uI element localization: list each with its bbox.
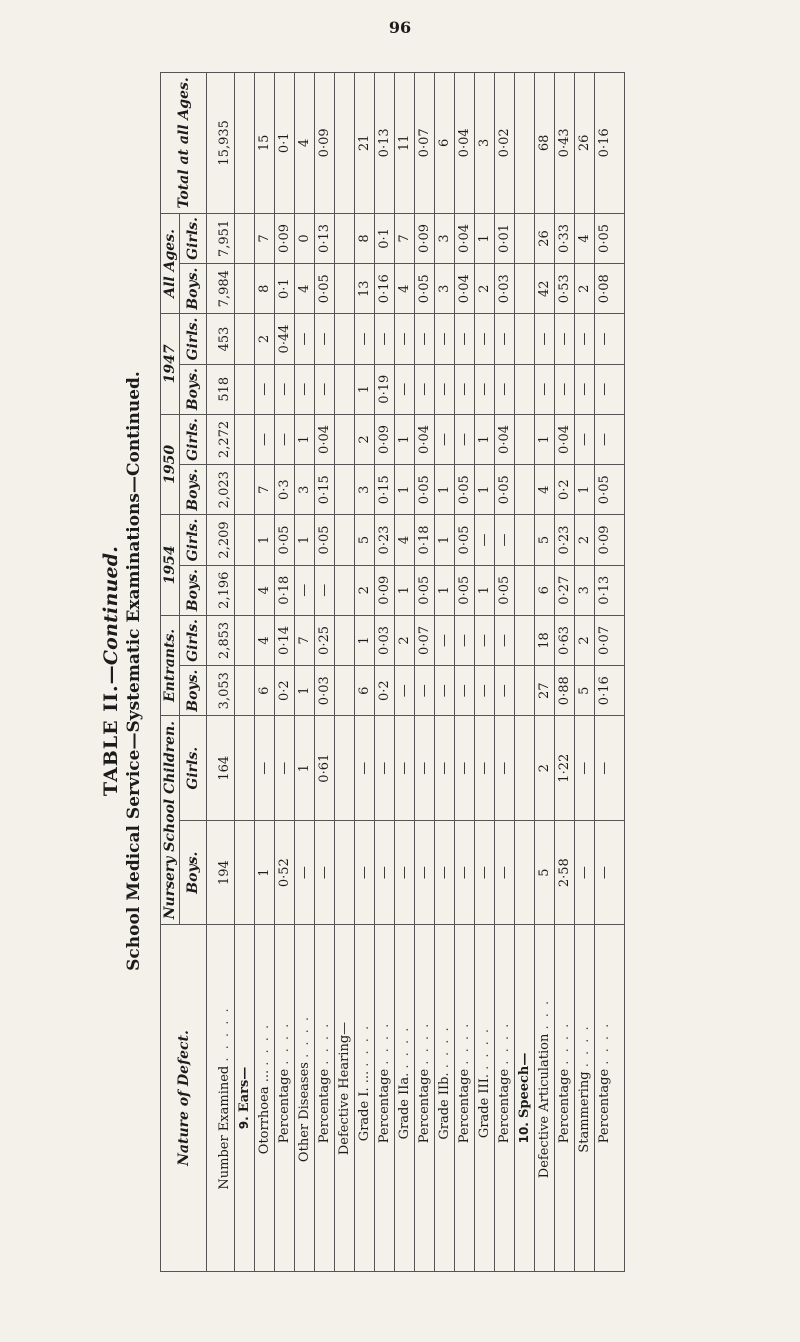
table-cell: 3 <box>355 465 375 515</box>
table-cell: 2 <box>475 264 495 314</box>
table-cell: 2 <box>355 565 375 615</box>
table-cell: 0·23 <box>375 515 395 566</box>
table-cell: — <box>355 314 375 365</box>
boys-header: Boys. <box>180 565 207 615</box>
row-label: Percentage . . . . <box>555 925 575 1272</box>
table-cell: 0·09 <box>415 213 435 264</box>
table-cell: 0·43 <box>555 73 575 214</box>
group-header-total: Total at all Ages. <box>161 73 207 214</box>
page-number: 96 <box>388 18 412 37</box>
table-cell: 3 <box>575 565 595 615</box>
table-cell: 0·14 <box>275 615 295 666</box>
table-cell: 1 <box>295 414 315 465</box>
table-cell: 0·05 <box>275 515 295 566</box>
table-cell: — <box>475 716 495 821</box>
table-cell: 1 <box>395 414 415 465</box>
table-row <box>375 73 395 1272</box>
table-cell: 0·05 <box>595 465 625 515</box>
table-cell: 7,951 <box>207 213 235 264</box>
group-header-row <box>161 73 180 1272</box>
table-cell: 0·2 <box>275 666 295 716</box>
table-row <box>435 73 455 1272</box>
table-cell: 4 <box>255 565 275 615</box>
group-header-nursery: Nursery School Children. <box>161 716 180 925</box>
table-cell: 2,853 <box>207 615 235 666</box>
section-label: 9. Ears— <box>235 925 255 1272</box>
table-cell: — <box>595 414 625 465</box>
table-row <box>555 73 575 1272</box>
table-cell: 7 <box>295 615 315 666</box>
table-cell: 0·1 <box>275 264 295 314</box>
table-cell: 6 <box>435 73 455 214</box>
table-cell: 1 <box>395 465 415 515</box>
table-cell: 3 <box>475 73 495 214</box>
row-label: Percentage . . . . <box>275 925 295 1272</box>
table-cell: 0·05 <box>415 264 435 314</box>
table-cell: 0·05 <box>415 465 435 515</box>
heading-prefix: TABLE II. <box>100 684 122 797</box>
row-label: Grade III. . . . . <box>475 925 495 1272</box>
table-row <box>415 73 435 1272</box>
section-label: 10. Speech— <box>515 925 535 1272</box>
table-cell: — <box>375 314 395 365</box>
table-cell: — <box>295 314 315 365</box>
table-cell: 6 <box>535 565 555 615</box>
table-cell: 1 <box>435 565 455 615</box>
table-cell: 4 <box>575 213 595 264</box>
table-cell: 2 <box>575 515 595 566</box>
table-cell: — <box>415 666 435 716</box>
table-cell: 8 <box>255 264 275 314</box>
table-cell: — <box>455 716 475 821</box>
table-cell: 3 <box>435 264 455 314</box>
table-cell: — <box>315 364 335 414</box>
table-row <box>275 73 295 1272</box>
table-cell: — <box>595 716 625 821</box>
table-cell: 5 <box>535 821 555 925</box>
table-cell: — <box>295 364 315 414</box>
table-cell: — <box>455 364 475 414</box>
table-cell: 7 <box>255 213 275 264</box>
table-cell: 2 <box>575 615 595 666</box>
table-row <box>355 73 375 1272</box>
group-header-1950: 1950 <box>161 414 180 515</box>
row-label: Percentage . . . . <box>375 925 395 1272</box>
group-header-1954: 1954 <box>161 515 180 616</box>
table-cell: — <box>575 364 595 414</box>
table-cell: — <box>315 821 335 925</box>
table-cell: — <box>495 364 515 414</box>
table-cell: 1 <box>535 414 555 465</box>
girls-header: Girls. <box>180 515 207 566</box>
table-cell: 1 <box>575 465 595 515</box>
table-cell: 0·19 <box>375 364 395 414</box>
group-header-entrants: Entrants. <box>161 615 180 716</box>
table-cell: — <box>575 716 595 821</box>
table-cell: 1·22 <box>555 716 575 821</box>
table-cell: 0·05 <box>415 565 435 615</box>
table-cell: 1 <box>475 565 495 615</box>
row-label: Percentage . . . . <box>495 925 515 1272</box>
table-cell: 0·18 <box>275 565 295 615</box>
table-cell: 0·33 <box>555 213 575 264</box>
section-row-speech <box>515 73 535 1272</box>
girls-header: Girls. <box>180 414 207 465</box>
table-cell: — <box>495 615 515 666</box>
table-cell: 68 <box>535 73 555 214</box>
table-cell: 1 <box>295 716 315 821</box>
table-cell: — <box>575 414 595 465</box>
table-cell: — <box>455 615 475 666</box>
nature-of-defect-header: Nature of Defect. <box>161 925 207 1272</box>
table-cell: — <box>535 364 555 414</box>
row-label: Defective Articulation . . . <box>535 925 555 1272</box>
table-cell: — <box>475 615 495 666</box>
table-cell: — <box>455 314 475 365</box>
table-cell: 0·05 <box>455 565 475 615</box>
table-cell: 0·16 <box>375 264 395 314</box>
table-cell: 0·16 <box>595 666 625 716</box>
table-cell: 7 <box>395 213 415 264</box>
table-cell: 11 <box>395 73 415 214</box>
table-cell: — <box>295 821 315 925</box>
table-cell: 0·03 <box>495 264 515 314</box>
row-label: Defective Hearing— <box>335 925 355 1272</box>
table-cell: — <box>475 666 495 716</box>
table-cell: 0·2 <box>555 465 575 515</box>
row-label: Grade IIa. . . . . <box>395 925 415 1272</box>
table-cell: — <box>375 716 395 821</box>
table-row <box>255 73 275 1272</box>
table-cell: — <box>455 414 475 465</box>
table-cell: — <box>475 821 495 925</box>
table-cell: — <box>595 821 625 925</box>
table-cell: — <box>575 314 595 365</box>
table-cell: 0·04 <box>455 73 475 214</box>
table-cell: 1 <box>435 515 455 566</box>
table-cell: — <box>435 364 455 414</box>
row-label: Grade I. ... . . . . <box>355 925 375 1272</box>
table-cell: 1 <box>475 414 495 465</box>
table-cell: 0·05 <box>455 465 475 515</box>
table-cell: 0·05 <box>595 213 625 264</box>
table-cell: 3 <box>435 213 455 264</box>
heading-separator: — <box>100 665 122 685</box>
table-cell: — <box>395 666 415 716</box>
table-cell: — <box>395 821 415 925</box>
table-cell: 2 <box>355 414 375 465</box>
table-cell: 5 <box>355 515 375 566</box>
table-cell: 0·18 <box>415 515 435 566</box>
table-cell: 0·07 <box>415 73 435 214</box>
girls-header: Girls. <box>180 213 207 264</box>
heading-suffix: Continued. <box>100 545 122 666</box>
table-cell: 0·88 <box>555 666 575 716</box>
table-cell: — <box>395 364 415 414</box>
table-row <box>315 73 335 1272</box>
table-cell: 0·52 <box>275 821 295 925</box>
table-cell: 42 <box>535 264 555 314</box>
table-cell: 4 <box>395 515 415 566</box>
table-heading <box>100 0 122 1342</box>
table-cell: 0·1 <box>375 213 395 264</box>
table-cell: 0·05 <box>315 264 335 314</box>
table-cell: 0·04 <box>555 414 575 465</box>
table-cell: 0 <box>295 213 315 264</box>
table-cell: 0·09 <box>375 565 395 615</box>
table-cell: — <box>555 314 575 365</box>
table-cell: 0·05 <box>495 565 515 615</box>
table-cell: 0·08 <box>595 264 625 314</box>
table-cell: 194 <box>207 821 235 925</box>
table-cell: 2 <box>395 615 415 666</box>
table-cell: — <box>595 314 625 365</box>
group-header-all-ages: All Ages. <box>161 213 180 314</box>
table-cell: 1 <box>475 213 495 264</box>
table-cell: 1 <box>295 515 315 566</box>
table-cell: 2·58 <box>555 821 575 925</box>
table-cell: 0·44 <box>275 314 295 365</box>
table-cell: 0·03 <box>315 666 335 716</box>
table-row <box>575 73 595 1272</box>
table-cell: 0·04 <box>415 414 435 465</box>
table-cell: 0·07 <box>595 615 625 666</box>
table-cell: 15,935 <box>207 73 235 214</box>
table-cell: — <box>455 666 475 716</box>
table-cell: — <box>495 666 515 716</box>
table-cell: 4 <box>295 73 315 214</box>
table-cell: 1 <box>355 364 375 414</box>
table-subheading: School Medical Service—Systematic Examinations—Continued. <box>124 371 144 971</box>
table-cell: 26 <box>575 73 595 214</box>
table-cell: 26 <box>535 213 555 264</box>
table-cell: 2 <box>535 716 555 821</box>
girls-header: Girls. <box>180 716 207 821</box>
table-cell: — <box>415 716 435 821</box>
table-cell: 0·13 <box>375 73 395 214</box>
table-cell: — <box>495 716 515 821</box>
table-cell: — <box>395 716 415 821</box>
table-cell: 6 <box>255 666 275 716</box>
table-cell: — <box>255 414 275 465</box>
table-cell: 0·09 <box>315 73 335 214</box>
table-cell: 4 <box>295 264 315 314</box>
table-cell: — <box>475 515 495 566</box>
table-cell: — <box>435 666 455 716</box>
row-label: Percentage . . . . <box>455 925 475 1272</box>
table-cell: — <box>595 364 625 414</box>
table-cell: 2,196 <box>207 565 235 615</box>
girls-header: Girls. <box>180 314 207 365</box>
table-cell: 6 <box>355 666 375 716</box>
table-cell: 2 <box>255 314 275 365</box>
table-cell: 2 <box>575 264 595 314</box>
table-cell: — <box>255 716 275 821</box>
table-row <box>295 73 315 1272</box>
table-cell: 0·1 <box>275 73 295 214</box>
table-cell: 0·2 <box>375 666 395 716</box>
table-cell: — <box>275 364 295 414</box>
table-cell: — <box>555 364 575 414</box>
table-row <box>335 73 355 1272</box>
row-label: Other Diseases . . . . <box>295 925 315 1272</box>
defects-table <box>160 72 625 1272</box>
table-cell: — <box>275 716 295 821</box>
table-cell: — <box>495 314 515 365</box>
table-cell: 7 <box>255 465 275 515</box>
table-cell: 21 <box>355 73 375 214</box>
table-cell: 1 <box>255 515 275 566</box>
table-cell: 0·05 <box>455 515 475 566</box>
table-cell: 0·05 <box>495 465 515 515</box>
table-cell: 18 <box>535 615 555 666</box>
table-cell: 1 <box>435 465 455 515</box>
table-cell: 0·07 <box>415 615 435 666</box>
table-cell: 164 <box>207 716 235 821</box>
table-cell: 8 <box>355 213 375 264</box>
row-label: Percentage . . . . <box>415 925 435 1272</box>
table-cell: 0·04 <box>455 264 475 314</box>
table-cell: 0·61 <box>315 716 335 821</box>
table-row <box>395 73 415 1272</box>
table-cell: — <box>475 314 495 365</box>
table-cell: — <box>435 314 455 365</box>
table-cell: — <box>395 314 415 365</box>
table-row <box>495 73 515 1272</box>
boys-header: Boys. <box>180 821 207 925</box>
table-cell: 0·04 <box>455 213 475 264</box>
table-row <box>535 73 555 1272</box>
boys-header: Boys. <box>180 364 207 414</box>
table-cell: 0·09 <box>375 414 395 465</box>
table-cell: — <box>435 615 455 666</box>
table-cell: 0·3 <box>275 465 295 515</box>
table-cell: 0·01 <box>495 213 515 264</box>
table-cell: — <box>455 821 475 925</box>
table-cell: 15 <box>255 73 275 214</box>
table-cell: 3,053 <box>207 666 235 716</box>
table-cell: 0·27 <box>555 565 575 615</box>
group-header-1947: 1947 <box>161 314 180 415</box>
table-cell: 0·05 <box>315 515 335 566</box>
boys-header: Boys. <box>180 465 207 515</box>
table-cell: 5 <box>575 666 595 716</box>
table-cell: — <box>375 821 395 925</box>
girls-header: Girls. <box>180 615 207 666</box>
table-row <box>455 73 475 1272</box>
table-row <box>475 73 495 1272</box>
table-cell: 518 <box>207 364 235 414</box>
boys-header: Boys. <box>180 264 207 314</box>
table-cell: — <box>355 716 375 821</box>
table-cell: 5 <box>535 515 555 566</box>
table-cell: 0·25 <box>315 615 335 666</box>
table-cell: 13 <box>355 264 375 314</box>
table-cell: 2,023 <box>207 465 235 515</box>
table-cell: 1 <box>395 565 415 615</box>
table-cell: 1 <box>475 465 495 515</box>
table-cell: — <box>435 716 455 821</box>
table-cell: 4 <box>255 615 275 666</box>
table-cell: — <box>435 821 455 925</box>
table-cell: 0·04 <box>495 414 515 465</box>
row-label: Otorrhoea ... . . . . <box>255 925 275 1272</box>
table-cell: 0·03 <box>375 615 395 666</box>
table-cell: 0·02 <box>495 73 515 214</box>
table-cell: 0·13 <box>595 565 625 615</box>
table-cell: 4 <box>535 465 555 515</box>
table-cell: — <box>255 364 275 414</box>
table-cell: 0·09 <box>595 515 625 566</box>
table-cell: — <box>435 414 455 465</box>
table-cell: — <box>295 565 315 615</box>
table-cell: — <box>315 314 335 365</box>
table-cell: 1 <box>255 821 275 925</box>
table-cell: — <box>495 821 515 925</box>
row-label: Number Examined . . . . . <box>207 925 235 1272</box>
table-cell: 0·15 <box>375 465 395 515</box>
table-cell: 3 <box>295 465 315 515</box>
section-row-ears <box>235 73 255 1272</box>
table-cell: 0·09 <box>275 213 295 264</box>
table-cell: 0·53 <box>555 264 575 314</box>
table-cell: 1 <box>295 666 315 716</box>
table-cell: — <box>495 515 515 566</box>
table-cell: — <box>275 414 295 465</box>
table-cell: 2,272 <box>207 414 235 465</box>
table-cell: 4 <box>395 264 415 314</box>
table-cell: 0·15 <box>315 465 335 515</box>
table-cell: 1 <box>355 615 375 666</box>
table-cell: 0·23 <box>555 515 575 566</box>
table-cell: — <box>415 314 435 365</box>
table-cell: — <box>355 821 375 925</box>
row-label: Stammering . . . . <box>575 925 595 1272</box>
table-cell: 453 <box>207 314 235 365</box>
table-cell: 0·16 <box>595 73 625 214</box>
table-cell: 0·63 <box>555 615 575 666</box>
row-label: Grade IIb. . . . . <box>435 925 455 1272</box>
table-cell: — <box>415 364 435 414</box>
table-cell: — <box>475 364 495 414</box>
table-cell: 2,209 <box>207 515 235 566</box>
table-cell: 0·13 <box>315 213 335 264</box>
table-cell: 7,984 <box>207 264 235 314</box>
table-cell: — <box>315 565 335 615</box>
boys-header: Boys. <box>180 666 207 716</box>
row-label: Percentage . . . . <box>595 925 625 1272</box>
table-row <box>207 73 235 1272</box>
table-row <box>595 73 625 1272</box>
table-cell: 27 <box>535 666 555 716</box>
table-cell: — <box>575 821 595 925</box>
table-cell: — <box>535 314 555 365</box>
table-cell: 0·04 <box>315 414 335 465</box>
row-label: Percentage . . . . <box>315 925 335 1272</box>
table-cell: — <box>415 821 435 925</box>
